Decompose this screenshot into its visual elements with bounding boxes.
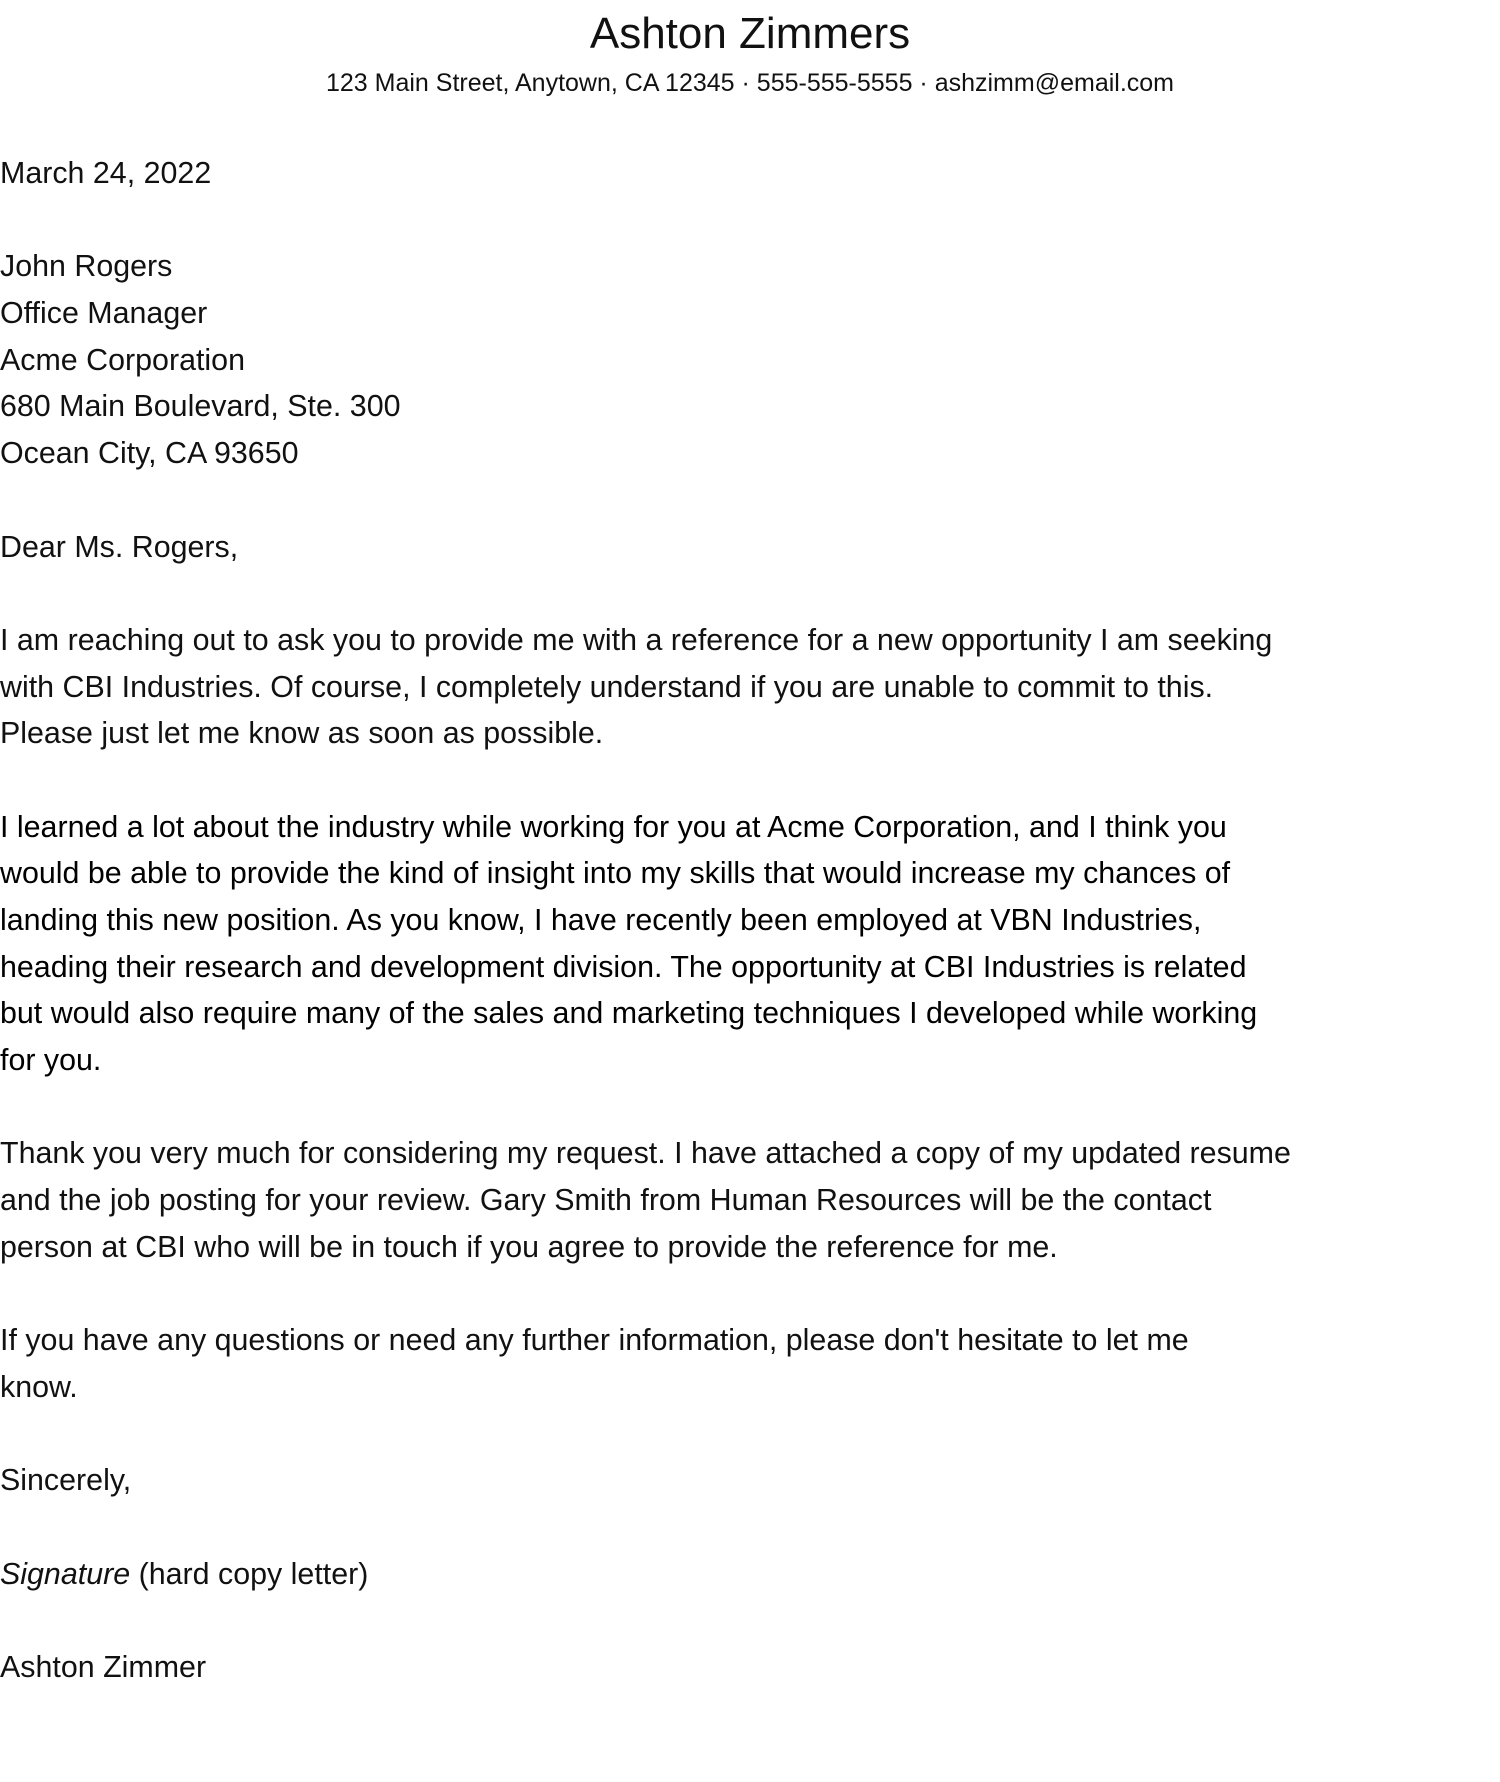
paragraph-line: know. bbox=[0, 1369, 78, 1404]
paragraph-line: with CBI Industries. Of course, I completely understand if you are unable to commit to this. bbox=[0, 669, 1214, 704]
letter-date: March 24, 2022 bbox=[0, 156, 212, 190]
paragraph-3 bbox=[0, 1130, 1500, 1270]
paragraph-line: Thank you very much for considering my request. I have attached a copy of my updated resume bbox=[0, 1136, 1291, 1171]
paragraph-line: for you. bbox=[0, 1043, 102, 1078]
salutation: Dear Ms. Rogers, bbox=[0, 529, 239, 564]
sender-contact-line: 123 Main Street, Anytown, CA 12345 · 555-555-5555 · ashzimm@email.com bbox=[325, 69, 1175, 97]
paragraph-line: but would also require many of the sales and marketing techniques I developed while working bbox=[0, 996, 1258, 1031]
closing: Sincerely, bbox=[0, 1463, 132, 1498]
sender-name: Ashton Zimmers bbox=[589, 9, 911, 58]
paragraph-1 bbox=[0, 617, 1500, 757]
paragraph-line: I am reaching out to ask you to provide me with a reference for a new opportunity I am seeking bbox=[0, 622, 1273, 657]
recipient-city: Ocean City, CA 93650 bbox=[0, 436, 299, 471]
paragraph-2 bbox=[0, 804, 1500, 1084]
letter-body bbox=[0, 150, 1500, 1691]
signature-placeholder: Signature bbox=[0, 1556, 131, 1591]
recipient-name: John Rogers bbox=[0, 249, 173, 284]
recipient-block bbox=[0, 243, 1500, 476]
recipient-street: 680 Main Boulevard, Ste. 300 bbox=[0, 389, 401, 424]
signature-line bbox=[0, 1551, 1495, 1598]
paragraph-line: person at CBI who will be in touch if you agree to provide the reference for me. bbox=[0, 1229, 1058, 1264]
recipient-title: Office Manager bbox=[0, 296, 208, 331]
paragraph-line: I learned a lot about the industry while working for you at Acme Corporation, and I think you bbox=[0, 809, 1227, 844]
paragraph-4 bbox=[0, 1317, 1500, 1410]
paragraph-line: heading their research and development division. The opportunity at CBI Industries is related bbox=[0, 949, 1247, 984]
paragraph-line: would be able to provide the kind of insight into my skills that would increase my chances of bbox=[0, 856, 1231, 891]
signature-note: (hard copy letter) bbox=[130, 1556, 369, 1591]
paragraph-line: Please just let me know as soon as possible. bbox=[0, 716, 604, 751]
signer-name: Ashton Zimmer bbox=[0, 1650, 207, 1684]
paragraph-line: and the job posting for your review. Gary Smith from Human Resources will be the contact bbox=[0, 1183, 1212, 1218]
recipient-company: Acme Corporation bbox=[0, 342, 245, 377]
paragraph-line: landing this new position. As you know, I have recently been employed at VBN Industries, bbox=[0, 903, 1202, 937]
paragraph-line: If you have any questions or need any further information, please don't hesitate to let me bbox=[0, 1323, 1189, 1358]
